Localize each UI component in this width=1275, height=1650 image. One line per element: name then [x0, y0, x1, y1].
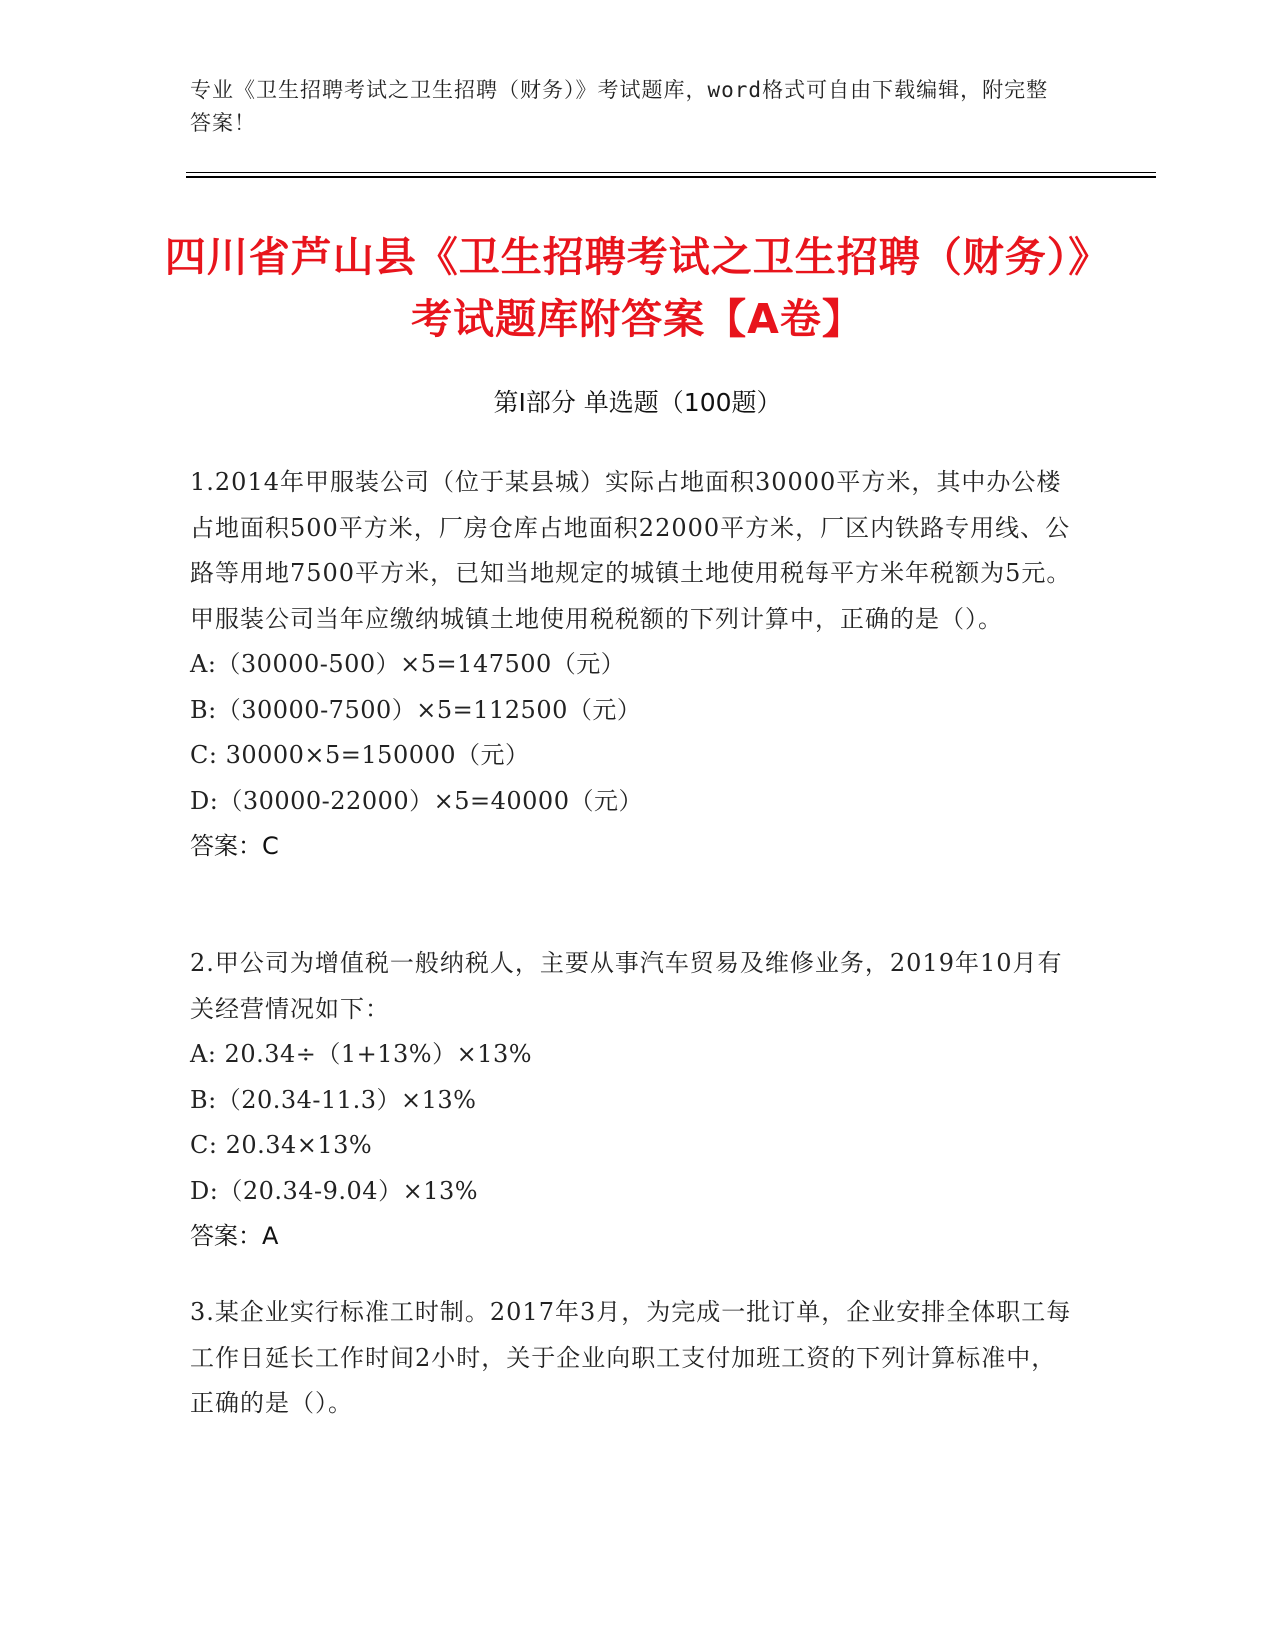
section-title: 第Ⅰ部分 单选题（100题）: [493, 388, 782, 417]
option-d: D:（30000-22000）×5=40000（元）: [190, 786, 643, 815]
option-c: C: 20.34×13%: [190, 1131, 373, 1159]
answer-line: 答案：C: [190, 832, 279, 860]
option-b: B:（20.34-11.3）×13%: [190, 1085, 477, 1114]
answer-line: 答案：A: [190, 1222, 279, 1250]
header-divider-thick: [186, 176, 1156, 178]
option-b: B:（30000-7500）×5=112500（元）: [190, 695, 642, 724]
option-d: D:（20.34-9.04）×13%: [190, 1176, 479, 1205]
option-a: A: 20.34÷（1+13%）×13%: [190, 1040, 533, 1068]
question-stem: 1.2014年甲服装公司（位于某县城）实际占地面积30000平方米，其中办公楼占地面积500平方米，厂房仓库占地面积22000平方米，厂区内铁路专用线、公路等用地7500平方米，已知当地规定的城镇土地使用税每平方米年税额为5元。甲服装公司当年应缴纳城镇土地使用税税额的下列计算中，正确的是（）。: [190, 468, 1072, 633]
header-divider-thin: [186, 172, 1156, 173]
option-a: A:（30000-500）×5=147500（元）: [190, 650, 626, 678]
question-3: [190, 1290, 1080, 1427]
question-stem: 3.某企业实行标准工时制。2017年3月，为完成一批订单，企业安排全体职工每工作日延长工作时间2小时，关于企业向职工支付加班工资的下列计算标准中，正确的是（）。: [190, 1298, 1072, 1417]
question-stem: 2.甲公司为增值税一般纳税人，主要从事汽车贸易及维修业务，2019年10月有关经营情况如下：: [190, 949, 1063, 1023]
document-title: 四川省芦山县《卫生招聘考试之卫生招聘（财务）》考试题库附答案【A卷】: [164, 233, 1111, 343]
option-c: C: 30000×5=150000（元）: [190, 741, 530, 769]
question-2: [190, 941, 1080, 1260]
header-note: 专业《卫生招聘考试之卫生招聘（财务）》考试题库，word格式可自由下载编辑，附完整答案！: [190, 78, 1049, 135]
question-1: [190, 460, 1080, 870]
